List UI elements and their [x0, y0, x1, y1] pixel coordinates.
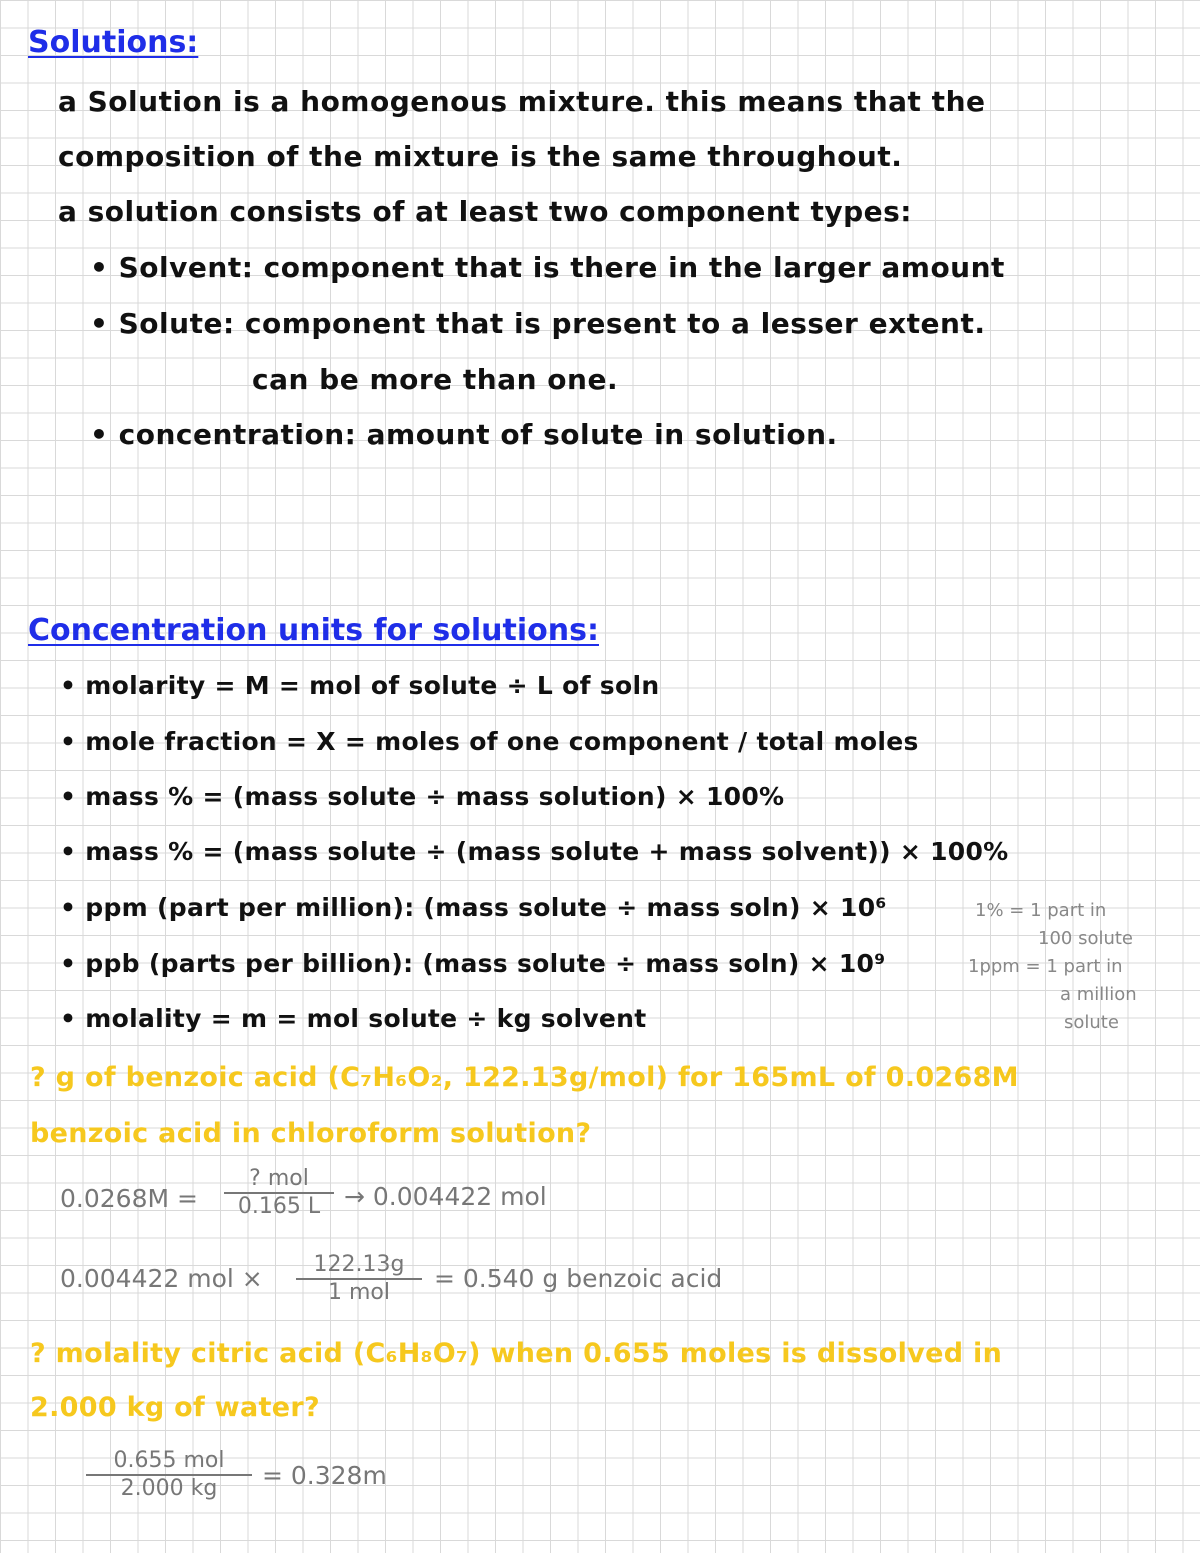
side-note-line-3: 1ppm = 1 part in — [968, 956, 1123, 977]
question-1-line-1: ? g of benzoic acid (C₇H₆O₂, 122.13g/mol) for 165mL of 0.0268M — [30, 1062, 1019, 1093]
intro-line-1: a Solution is a homogenous mixture. this means that the — [58, 85, 986, 118]
intro-line-2: composition of the mixture is the same throughout. — [58, 140, 903, 173]
formula-ppm: • ppm (part per million): (mass solute ÷ mass soln) × 10⁶ — [60, 893, 887, 922]
step-1-numerator: ? mol — [224, 1168, 334, 1194]
heading-solutions: Solutions: — [28, 25, 199, 60]
side-note-line-5: solute — [1064, 1012, 1119, 1033]
formula-mole-fraction: • mole fraction = X = moles of one component / total moles — [60, 727, 919, 756]
solvent-definition: • Solvent: component that is there in the larger amount — [90, 251, 1005, 284]
step-1-denominator: 0.165 L — [237, 1194, 321, 1219]
molality-result: = 0.328m — [262, 1461, 387, 1490]
question-2-line-2: 2.000 kg of water? — [30, 1392, 320, 1423]
concentration-definition: • concentration: amount of solute in solution. — [90, 418, 838, 451]
solute-note: can be more than one. — [252, 363, 619, 396]
step-1-fraction — [224, 1168, 334, 1218]
formula-molarity: • molarity = M = mol of solute ÷ L of soln — [60, 671, 660, 700]
molality-numerator: 0.655 mol — [86, 1450, 252, 1476]
heading-concentration-units: Concentration units for solutions: — [28, 613, 599, 648]
side-note-line-1: 1% = 1 part in — [975, 900, 1107, 921]
formula-mass-percent-2: • mass % = (mass solute ÷ (mass solute + mass solvent)) × 100% — [60, 837, 1009, 866]
formula-mass-percent-1: • mass % = (mass solute ÷ mass solution) × 100% — [60, 782, 785, 811]
step-1-left: 0.0268M = — [60, 1184, 198, 1213]
step-2-left: 0.004422 mol × — [60, 1264, 263, 1293]
step-1-right: → 0.004422 mol — [344, 1182, 547, 1211]
step-2-denominator: 1 mol — [328, 1280, 390, 1305]
formula-molality: • molality = m = mol solute ÷ kg solvent — [60, 1004, 647, 1033]
question-2-line-1: ? molality citric acid (C₆H₈O₇) when 0.655 moles is dissolved in — [30, 1338, 1003, 1369]
step-2-fraction — [296, 1254, 422, 1304]
molality-fraction — [86, 1450, 252, 1500]
molality-denominator: 2.000 kg — [120, 1476, 218, 1501]
intro-line-3: a solution consists of at least two component types: — [58, 195, 912, 228]
step-2-right: = 0.540 g benzoic acid — [434, 1264, 723, 1293]
solute-definition: • Solute: component that is present to a lesser extent. — [90, 307, 986, 340]
question-1-line-2: benzoic acid in chloroform solution? — [30, 1118, 592, 1149]
side-note-line-4: a million — [1060, 984, 1137, 1005]
step-2-numerator: 122.13g — [296, 1254, 422, 1280]
side-note-line-2: 100 solute — [1038, 928, 1134, 949]
formula-ppb: • ppb (parts per billion): (mass solute ÷ mass soln) × 10⁹ — [60, 949, 886, 978]
